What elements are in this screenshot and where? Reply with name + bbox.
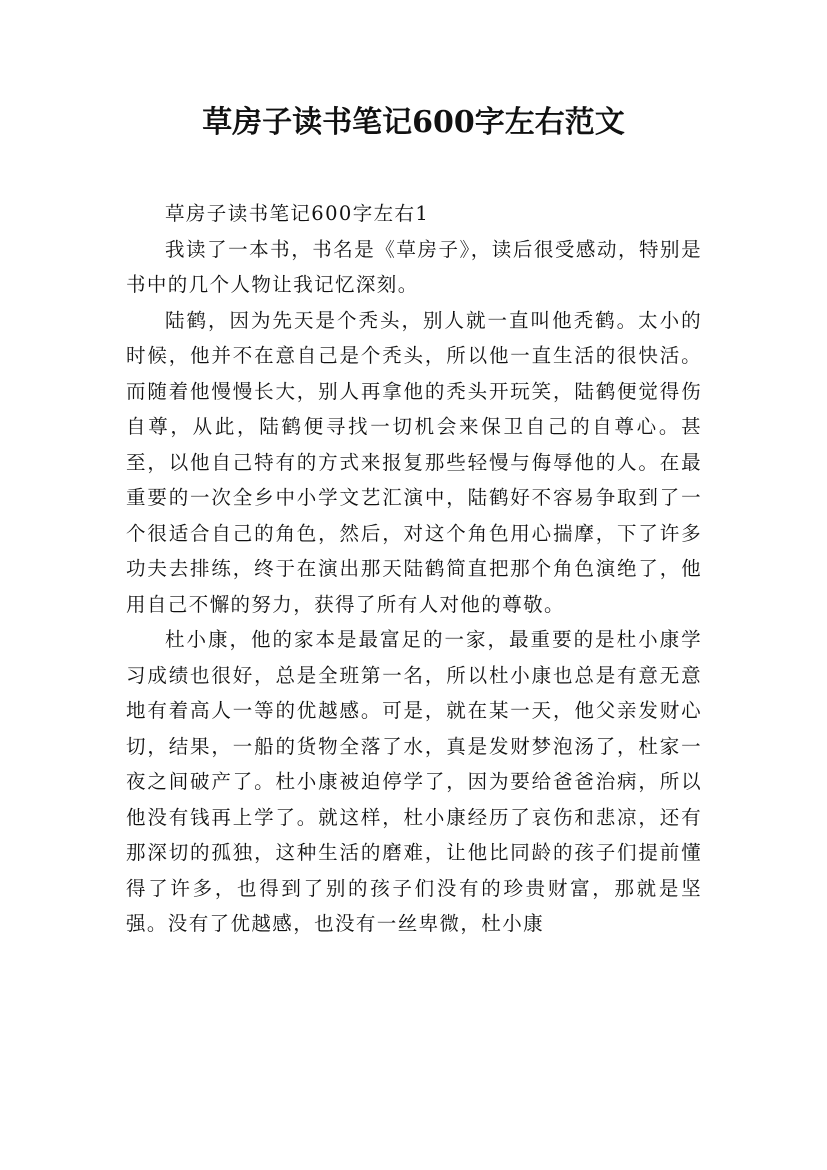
- section-heading: 草房子读书笔记600字左右1: [165, 202, 430, 225]
- document-body: [126, 196, 702, 942]
- document-title: 草房子读书笔记600字左右范文: [202, 105, 625, 140]
- paragraph-1: 我读了一本书，书名是《草房子》，读后很受感动，特别是书中的几个人物让我记忆深刻。: [126, 237, 702, 296]
- paragraph-3: 杜小康，他的家本是最富足的一家，最重要的是杜小康学习成绩也很好，总是全班第一名，所以杜小康也总是有意无意地有着高人一等的优越感。可是，就在某一天，他父亲发财心切，结果，一船的货物全落了水，真是发财梦泡汤了，杜家一夜之间破产了。杜小康被迫停学了，因为要给爸爸治病，所以他没有钱再上学了。就这样，杜小康经历了哀伤和悲凉，还有那深切的孤独，这种生活的磨难，让他比同龄的孩子们提前懂得了许多，也得到了别的孩子们没有的珍贵财富，那就是坚强。没有了优越感，也没有一丝卑微，杜小康: [126, 628, 702, 935]
- paragraph-2: 陆鹤，因为先天是个秃头，别人就一直叫他秃鹤。太小的时候，他并不在意自己是个秃头，所以他一直生活的很快活。而随着他慢慢长大，别人再拿他的秃头开玩笑，陆鹤便觉得伤自尊，从此，陆鹤便寻找一切机会来保卫自己的自尊心。甚至，以他自己特有的方式来报复那些轻慢与侮辱他的人。在最重要的一次全乡中小学文艺汇演中，陆鹤好不容易争取到了一个很适合自己的角色，然后，对这个角色用心揣摩，下了许多功夫去排练，终于在演出那天陆鹤简直把那个角色演绝了，他用自己不懈的努力，获得了所有人对他的尊敬。: [126, 308, 702, 616]
